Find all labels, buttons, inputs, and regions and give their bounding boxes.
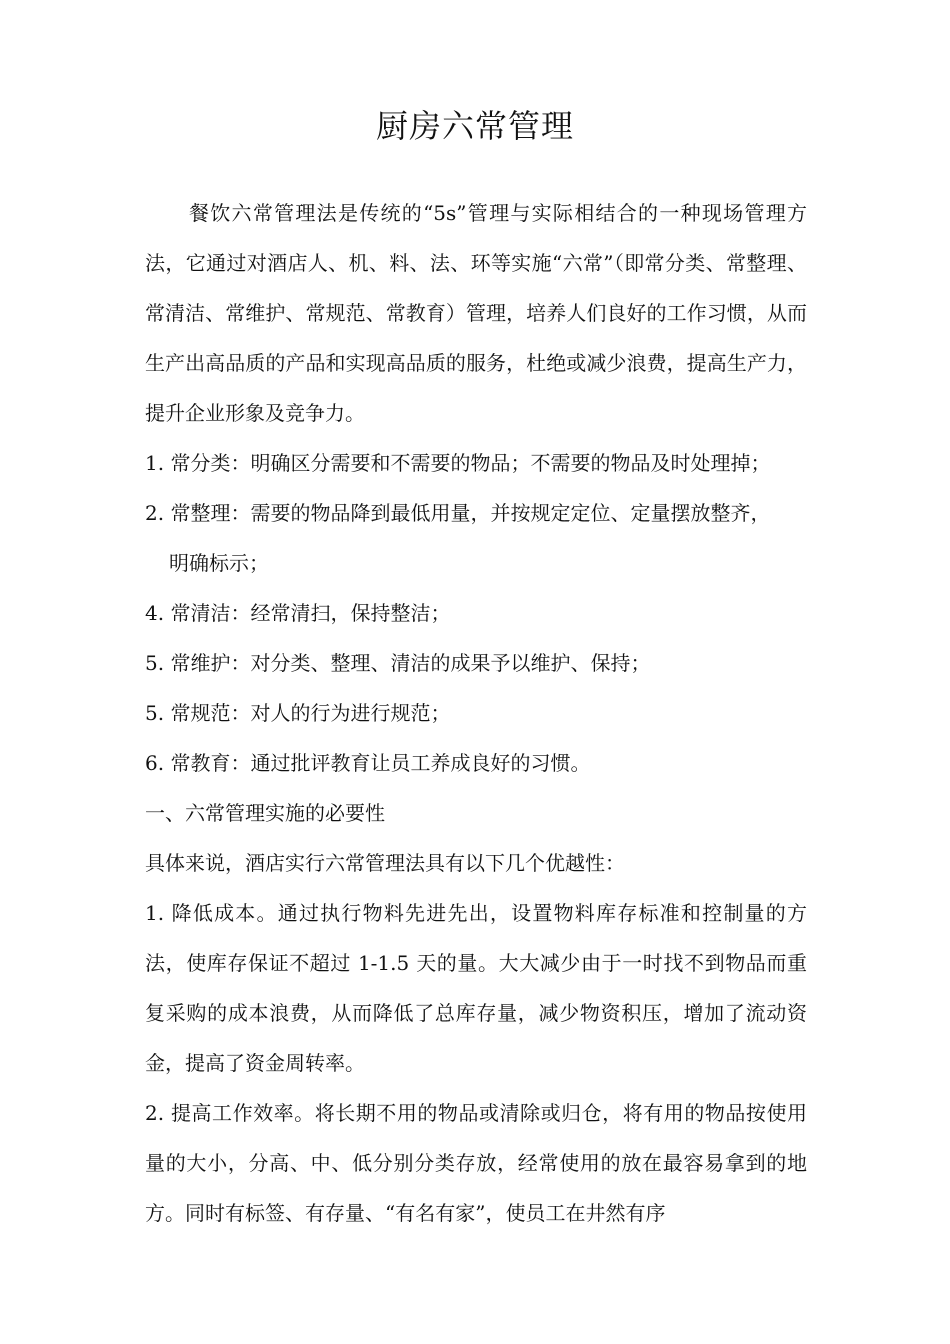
section-heading: 一、六常管理实施的必要性 [145,801,385,825]
point-improve-efficiency: 2. 提高工作效率。将长期不用的物品或清除或归仓，将有用的物品按使用量的大小，分高、中、低分别分类存放，经常使用的放在最容易拿到的地方。同时有标签、有存量、“有名有家”，使员工在井然有序 [145,1101,807,1225]
list-item-educate: 6. 常教育：通过批评教育让员工养成良好的习惯。 [145,751,591,775]
list-item-organize-continuation: 明确标示； [169,551,269,575]
list-item-clean: 4. 常清洁：经常清扫，保持整洁； [145,601,451,625]
point-reduce-cost: 1. 降低成本。通过执行物料先进先出，设置物料库存标准和控制量的方法，使库存保证不超过 1-1.5 天的量。大大减少由于一时找不到物品而重复采购的成本浪费，从而降低了总库存量，减少物资积压，增加了流动资金，提高了资金周转率。 [145,901,807,1075]
document-body [145,188,807,1238]
document-title: 厨房六常管理 [375,107,574,145]
section-lead: 具体来说，酒店实行六常管理法具有以下几个优越性： [145,851,625,875]
list-item-maintain: 5. 常维护：对分类、整理、清洁的成果予以维护、保持； [145,651,651,675]
intro-paragraph: 餐饮六常管理法是传统的“5s”管理与实际相结合的一种现场管理方法，它通过对酒店人、机、料、法、环等实施“六常”（即常分类、常整理、常清洁、常维护、常规范、常教育）管理，培养人们良好的工作习惯，从而生产出高品质的产品和实现高品质的服务，杜绝或减少浪费，提高生产力，提升企业形象及竞争力。 [145,201,807,425]
list-item-organize: 2. 常整理：需要的物品降到最低用量，并按规定定位、定量摆放整齐， [145,501,771,525]
list-item-classify: 1. 常分类：明确区分需要和不需要的物品；不需要的物品及时处理掉； [145,451,771,475]
list-item-standardize: 5. 常规范：对人的行为进行规范； [145,701,451,725]
